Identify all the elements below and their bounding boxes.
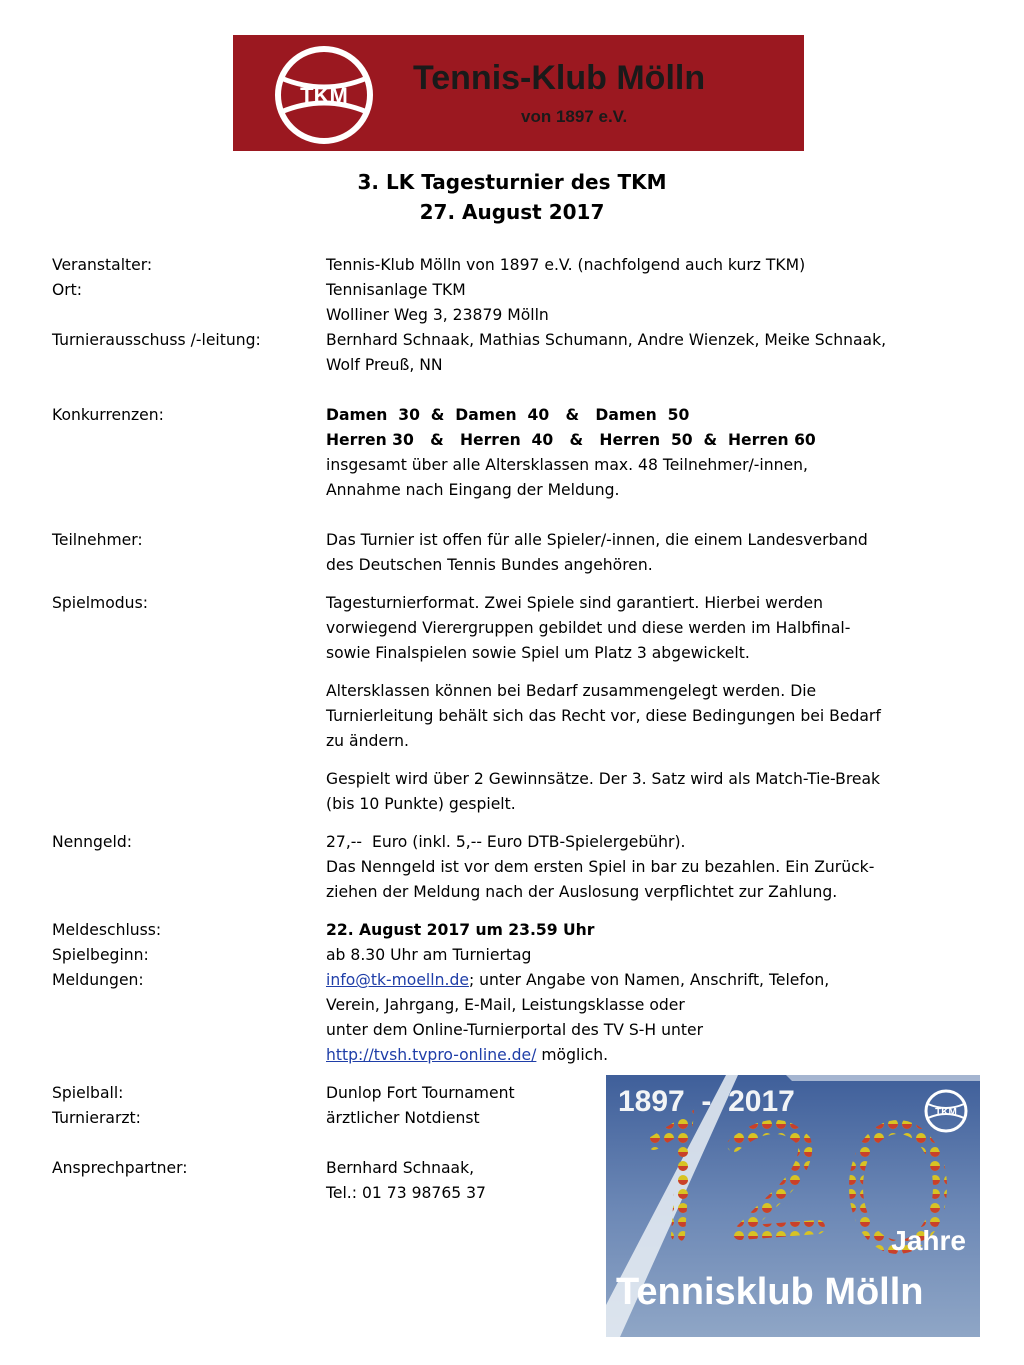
tkm-logo-icon [273,44,375,146]
value-nenngeld-3: ziehen der Meldung nach der Auslosung verpflichtet zur Zahlung. [326,883,838,901]
value-ort-venue: Tennisanlage TKM [326,281,466,299]
tournament-details [52,253,962,1206]
value-ort-address: Wolliner Weg 3, 23879 Mölln [326,306,549,324]
row-spielbeginn [52,943,962,968]
row-meldungen [52,968,962,1068]
label-ansprechpartner: Ansprechpartner: [52,1159,188,1177]
value-turnierarzt: ärztlicher Notdienst [326,1109,480,1127]
value-ausschuss-1: Bernhard Schnaak, Mathias Schumann, Andre Wienzek, Meike Schnaak, [326,331,887,349]
label-turnierarzt: Turnierarzt: [52,1109,141,1127]
anniversary-club: Tennisklub Mölln [616,1271,924,1313]
value-nenngeld-1: 27,-- Euro (inkl. 5,-- Euro DTB-Spielergebühr). [326,833,686,851]
row-spielmodus [52,591,962,817]
meldungen-text-1: ; unter Angabe von Namen, Anschrift, Telefon, [468,971,830,989]
meldungen-text-2: Verein, Jahrgang, E-Mail, Leistungsklasse oder [326,996,685,1014]
row-teilnehmer [52,528,962,578]
value-teilnehmer-2: des Deutschen Tennis Bundes angehören. [326,556,653,574]
value-spielmodus-p2-3: zu ändern. [326,732,409,750]
label-teilnehmer: Teilnehmer: [52,531,143,549]
label-veranstalter: Veranstalter: [52,256,153,274]
meldungen-text-3: unter dem Online-Turnierportal des TV S-H unter [326,1021,703,1039]
document-title: 3. LK Tagesturnier des TKM [357,170,667,194]
value-spielmodus-p2-1: Altersklassen können bei Bedarf zusammengelegt werden. Die [326,682,817,700]
value-acceptance: Annahme nach Eingang der Meldung. [326,481,620,499]
value-teilnehmer-1: Das Turnier ist offen für alle Spieler/-innen, die einem Landesverband [326,531,868,549]
value-spielmodus-p1-3: sowie Finalspielen sowie Spiel um Platz 3 abgewickelt. [326,644,750,662]
label-spielbeginn: Spielbeginn: [52,946,149,964]
label-meldeschluss: Meldeschluss: [52,921,162,939]
label-konkurrenzen: Konkurrenzen: [52,406,164,424]
anniversary-years: 1897 - 2017 [618,1085,795,1118]
value-nenngeld-2: Das Nenngeld ist vor dem ersten Spiel in bar zu bezahlen. Ein Zurück- [326,858,875,876]
row-nenngeld [52,830,962,905]
document-date: 27. August 2017 [419,200,605,224]
club-banner [233,35,804,151]
value-spielmodus-p1-2: vorwiegend Vierergruppen gebildet und diese werden im Halbfinal- [326,619,851,637]
value-spielbeginn: ab 8.30 Uhr am Turniertag [326,946,532,964]
value-spielball: Dunlop Fort Tournament [326,1084,515,1102]
anniversary-jahre: Jahre [891,1225,966,1256]
label-nenngeld: Nenngeld: [52,833,133,851]
row-veranstalter [52,253,962,278]
value-ausschuss-2: Wolf Preuß, NN [326,356,443,374]
meldungen-text-4: möglich. [536,1046,609,1064]
value-spielmodus-p3-2: (bis 10 Punkte) gespielt. [326,795,516,813]
row-ort [52,278,962,328]
value-damen-classes: Damen 30 & Damen 40 & Damen 50 [326,406,690,424]
value-spielmodus-p2-2: Turnierleitung behält sich das Recht vor, diese Bedingungen bei Bedarf [326,707,881,725]
value-herren-classes: Herren 30 & Herren 40 & Herren 50 & Herren 60 [326,431,816,449]
value-veranstalter: Tennis-Klub Mölln von 1897 e.V. (nachfolgend auch kurz TKM) [326,256,806,274]
portal-link[interactable]: http://tvsh.tvpro-online.de/ [326,1046,537,1064]
row-meldeschluss [52,918,962,943]
label-ausschuss: Turnierausschuss /-leitung: [52,331,261,349]
club-founding: von 1897 e.V. [521,107,628,126]
svg-text:TKM: TKM [935,1107,957,1118]
value-spielmodus-p1-1: Tagesturnierformat. Zwei Spiele sind garantiert. Hierbei werden [326,594,824,612]
value-ansprechpartner-phone: Tel.: 01 73 98765 37 [326,1184,486,1202]
club-name: Tennis-Klub Mölln [413,59,706,97]
label-meldungen: Meldungen: [52,971,144,989]
row-konkurrenzen [52,403,962,503]
row-ausschuss [52,328,962,378]
label-spielball: Spielball: [52,1084,124,1102]
value-meldeschluss: 22. August 2017 um 23.59 Uhr [326,921,595,939]
value-spielmodus-p3-1: Gespielt wird über 2 Gewinnsätze. Der 3. Satz wird als Match-Tie-Break [326,770,881,788]
value-ansprechpartner-name: Bernhard Schnaak, [326,1159,475,1177]
email-link[interactable]: info@tk-moelln.de [326,971,469,989]
anniversary-image [606,1075,980,1337]
label-ort: Ort: [52,281,83,299]
svg-text:TKM: TKM [300,83,348,108]
label-spielmodus: Spielmodus: [52,594,148,612]
value-max-participants: insgesamt über alle Altersklassen max. 48 Teilnehmer/-innen, [326,456,808,474]
